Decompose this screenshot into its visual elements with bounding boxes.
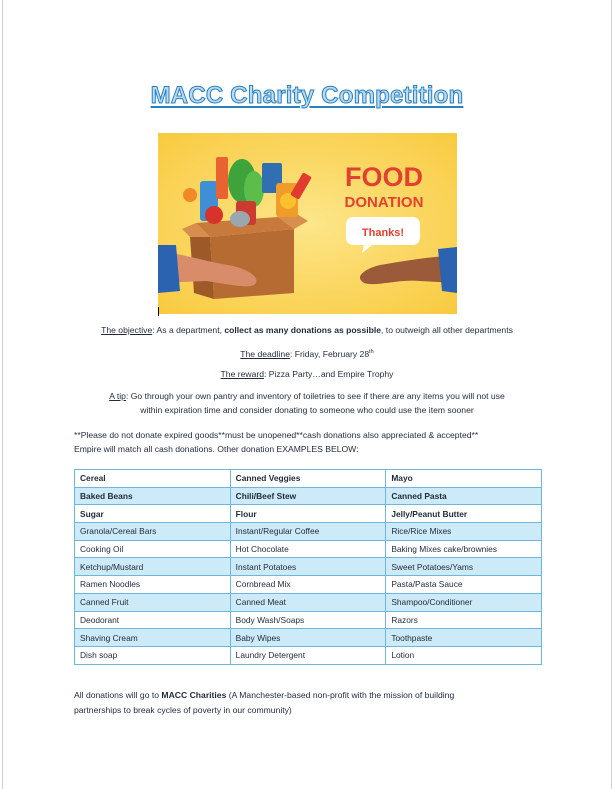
banner-thanks-bubble: Thanks! [361, 227, 405, 239]
table-cell: Sugar [75, 505, 231, 523]
table-cell: Razors [386, 611, 542, 629]
notice-line-1: **Please do not donate expired goods**must be unopened**cash donations also appreciated & accepted** [74, 430, 479, 440]
table-cell: Flour [230, 505, 386, 523]
table-cell: Jelly/Peanut Butter [386, 505, 542, 523]
deadline-label: The deadline [240, 348, 290, 359]
tip-line-2: within expiration time and consider donating to someone who could use the item sooner [140, 405, 474, 415]
table-cell: Baking Mixes cake/brownies [386, 540, 542, 558]
deadline-value: : Friday, February 28 [289, 348, 370, 359]
table-row [75, 576, 542, 594]
banner-headline: FOOD [345, 162, 423, 192]
objective-post: , to outweigh all other departments [381, 325, 513, 335]
table-row [75, 470, 542, 488]
footer-line-1 [74, 689, 544, 702]
table-cell: Cornbread Mix [230, 576, 386, 594]
table-cell: Sweet Potatoes/Yams [386, 558, 542, 576]
deadline-line [0, 346, 614, 361]
table-cell: Lotion [386, 646, 542, 664]
table-cell: Canned Meat [230, 593, 386, 611]
table-cell: Hot Chocolate [230, 540, 386, 558]
objective-bold: collect as many donations as possible [224, 325, 382, 335]
table-cell: Ramen Noodles [75, 576, 231, 594]
text-cursor [158, 307, 159, 316]
footer-bold: MACC Charities [161, 690, 227, 700]
table-cell: Baby Wipes [230, 629, 386, 647]
table-cell: Granola/Cereal Bars [75, 523, 231, 541]
deadline-suffix: th [369, 349, 374, 355]
table-row [75, 646, 542, 664]
reward-value: : Pizza Party…and Empire Trophy [264, 369, 394, 379]
table-cell: Ketchup/Mustard [75, 558, 231, 576]
table-cell: Canned Veggies [230, 470, 386, 488]
table-row [75, 505, 542, 523]
tip-line-1 [0, 390, 614, 403]
table-cell: Baked Beans [75, 487, 231, 505]
table-cell: Rice/Rice Mixes [386, 523, 542, 541]
table-cell: Chili/Beef Stew [230, 487, 386, 505]
table-cell: Instant/Regular Coffee [230, 523, 386, 541]
table-row [75, 523, 542, 541]
document-title: MACC Charity Competition [150, 82, 464, 109]
reward-label: The reward [220, 369, 265, 379]
footer-post: (A Manchester-based non-profit with the mission of building [226, 690, 455, 700]
table-cell: Mayo [386, 470, 542, 488]
donation-examples-table [74, 469, 542, 665]
table-row [75, 487, 542, 505]
table-cell: Cooking Oil [75, 540, 231, 558]
table-cell: Canned Pasta [386, 487, 542, 505]
footer-line-2: partnerships to break cycles of poverty in our community) [74, 705, 292, 715]
table-cell: Instant Potatoes [230, 558, 386, 576]
food-donation-banner [158, 133, 457, 314]
tip-text-1: : Go through your own pantry and inventory of toiletries to see if there are any items you will not use [125, 391, 505, 401]
tip-label: A tip [109, 391, 126, 401]
banner-subheadline: DONATION [344, 194, 424, 211]
table-cell: Body Wash/Soaps [230, 611, 386, 629]
table-row [75, 593, 542, 611]
table-cell: Dish soap [75, 646, 231, 664]
table-row [75, 611, 542, 629]
objective-line [0, 324, 614, 337]
notice-line-2: Empire will match all cash donations. Other donation EXAMPLES BELOW: [74, 444, 359, 454]
footer-pre: All donations will go to [74, 690, 162, 700]
table-row [75, 629, 542, 647]
objective-pre: : As a department, [152, 325, 225, 335]
table-cell: Cereal [75, 470, 231, 488]
table-cell: Pasta/Pasta Sauce [386, 576, 542, 594]
table-cell: Shaving Cream [75, 629, 231, 647]
table-row [75, 558, 542, 576]
table-cell: Shampoo/Conditioner [386, 593, 542, 611]
reward-line [0, 368, 614, 381]
table-cell: Toothpaste [386, 629, 542, 647]
table-cell: Deodorant [75, 611, 231, 629]
table-cell: Canned Fruit [75, 593, 231, 611]
objective-label: The objective [101, 325, 153, 335]
table-row [75, 540, 542, 558]
table-cell: Laundry Detergent [230, 646, 386, 664]
